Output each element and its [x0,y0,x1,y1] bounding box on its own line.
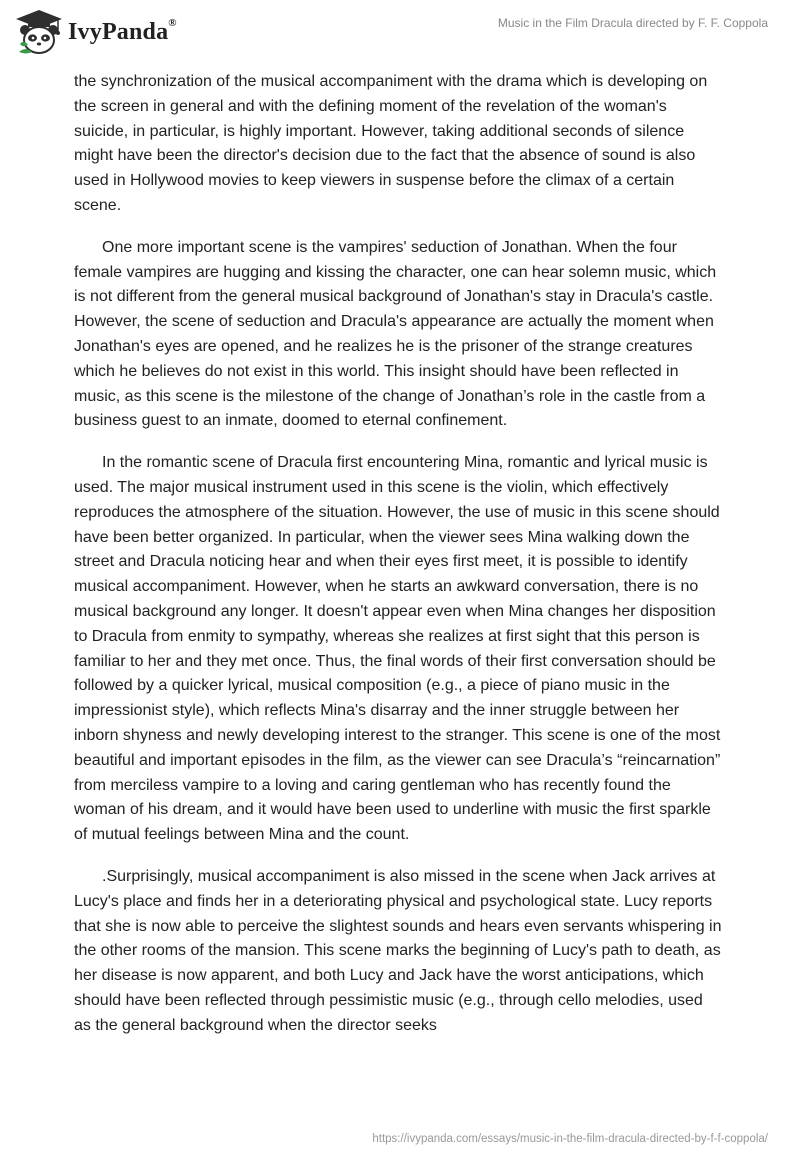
brand-name: IvyPanda® [68,16,177,45]
registered-mark: ® [168,16,177,29]
essay-body [74,70,724,1055]
paragraph: In the romantic scene of Dracula first encountering Mina, romantic and lyrical music is used. The major musical instrument used in this scene is the violin, which effectively reproduces the atmosphere of the situation. However, the use of music in this scene should have been better organized. In particular, when the viewer sees Mina walking down the street and Dracula noticing hear and when their eyes first meet, it is possible to identify musical accompaniment. However, when he starts an awkward conversation, there is no musical background any longer. It doesn't appear even when Mina changes her disposition to Dracula from enmity to sympathy, whereas she realizes at first sight that this person is familiar to her and they met once. Thus, the final words of their first conversation should be followed by a quicker lyrical, musical composition (e.g., a piece of piano music in the impressionist style), which reflects Mina's disarray and the inner struggle between her inborn shyness and newly developing interest to the stranger. This scene is one of the most beautiful and important episodes in the film, as the viewer can see Dracula’s “reincarnation” from merciless vampire to a loving and caring gentleman who has recently found the woman of his dream, and it would have been used to underline with music the first sparkle of mutual feelings between Mina and the count. [74,454,721,844]
source-url[interactable]: https://ivypanda.com/essays/music-in-the-film-dracula-directed-by-f-f-coppola/ [372,1133,768,1145]
panda-graduate-icon [14,8,64,56]
paragraph-continued: the synchronization of the musical accompaniment with the drama which is developing on the screen in general and with the defining moment of the revelation of the woman's suicide, in particular, is highly important. However, taking additional seconds of silence might have been the director's decision due to the fact that the absence of sound is also used in Hollywood movies to keep viewers in suspense before the climax of a certain scene. [74,73,708,214]
ivypanda-logo[interactable] [14,8,177,56]
page-header [0,0,800,70]
paragraph: One more important scene is the vampires' seduction of Jonathan. When the four female vampires are hugging and kissing the character, one can hear solemn music, which is not different from the general musical background of Jonathan's stay in Dracula's castle. However, the scene of seduction and Dracula's appearance are actually the moment when Jonathan's eyes are opened, and he realizes he is the prisoner of the strange creatures which he believes do not exist in this world. This insight should have been reflected in music, as this scene is the milestone of the change of Jonathan’s role in the castle from a business guest to an inmate, doomed to eternal confinement. [74,238,717,430]
paragraph: .Surprisingly, musical accompaniment is also missed in the scene when Jack arrives at Lucy's place and finds her in a deteriorating physical and psychological state. Lucy reports that she is now able to perceive the slightest sounds and hears even servants whispering in the other rooms of the mansion. This scene marks the beginning of Lucy's path to death, as her disease is now apparent, and both Lucy and Jack have the worst anticipations, which should have been reflected through pessimistic music (e.g., through cello melodies, used as the general background when the director seeks [74,867,722,1034]
document-title: Music in the Film Dracula directed by F. F. Coppola [497,16,768,30]
